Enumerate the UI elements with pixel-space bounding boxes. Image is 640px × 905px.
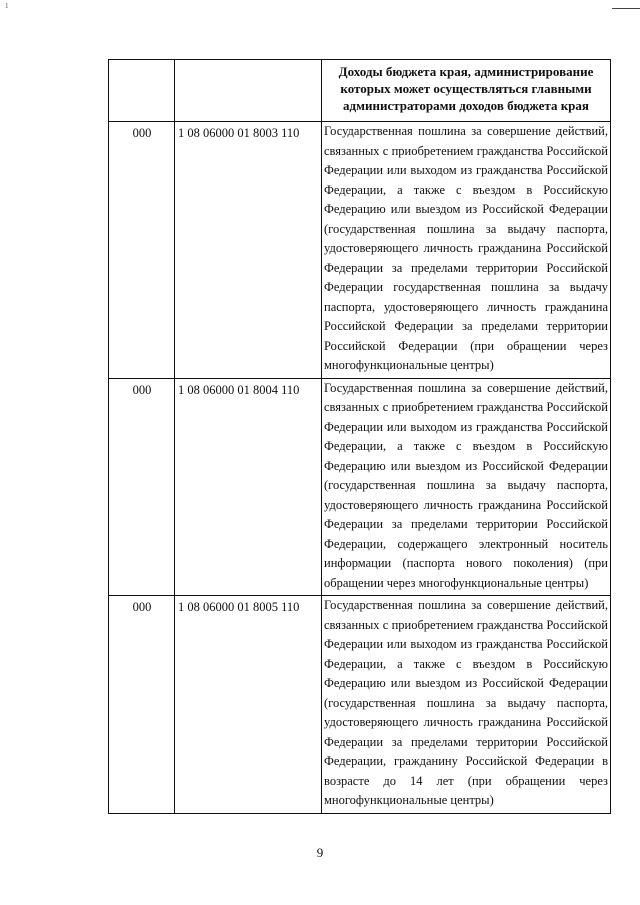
table-row bbox=[109, 596, 611, 814]
description-cell: Государственная пошлина за совершение действий, связанных с приобретением гражданства Российской Федерации или выходом из гражданства Российской Федерации, а также с въездом в Российскую Федерацию или выездом из Российской Федерации (государственная пошлина за выдачу паспорта, удостоверяющего личность гражданина Российской Федерации за пределами территории Российской Федерации, гражданину Российской Федерации в возрасте до 14 лет (при обращении через многофункциональные центры) bbox=[322, 596, 611, 814]
admin-code-cell: 000 bbox=[109, 596, 175, 814]
budget-revenue-table bbox=[108, 59, 611, 814]
page-corner-mark: 1 bbox=[5, 2, 9, 10]
table-row bbox=[109, 378, 611, 596]
header-cell-admin-code bbox=[109, 60, 175, 122]
description-cell: Государственная пошлина за совершение действий, связанных с приобретением гражданства Российской Федерации или выходом из гражданства Российской Федерации, а также с въездом в Российскую Федерацию или выездом из Российской Федерации (государственная пошлина за выдачу паспорта, удостоверяющего личность гражданина Российской Федерации за пределами территории Российской Федерации государственная пошлина за выдачу паспорта, удостоверяющего личность гражданина Российской Федерации за пределами территории Российской Федерации (при обращении через многофункциональные центры) bbox=[322, 122, 611, 379]
corner-rule bbox=[612, 8, 640, 9]
admin-code-cell: 000 bbox=[109, 122, 175, 379]
kbk-code-cell: 1 08 06000 01 8004 110 bbox=[175, 378, 322, 596]
table-header-row bbox=[109, 60, 611, 122]
kbk-code-cell: 1 08 06000 01 8003 110 bbox=[175, 122, 322, 379]
kbk-code-cell: 1 08 06000 01 8005 110 bbox=[175, 596, 322, 814]
header-cell-revenue-title: Доходы бюджета края, администрирование которых может осуществляться главными администраторами доходов бюджета края bbox=[322, 60, 611, 122]
description-cell: Государственная пошлина за совершение действий, связанных с приобретением гражданства Российской Федерации или выходом из гражданства Российской Федерации, а также с въездом в Российскую Федерацию или выездом из Российской Федерации (государственная пошлина за выдачу паспорта, удостоверяющего личность гражданина Российской Федерации за пределами территории Российской Федерации, содержащего электронный носитель информации (паспорта нового поколения) (при обращении через многофункциональные центры) bbox=[322, 378, 611, 596]
table-row bbox=[109, 122, 611, 379]
header-cell-kbk bbox=[175, 60, 322, 122]
page-number: 9 bbox=[316, 845, 324, 860]
admin-code-cell: 000 bbox=[109, 378, 175, 596]
